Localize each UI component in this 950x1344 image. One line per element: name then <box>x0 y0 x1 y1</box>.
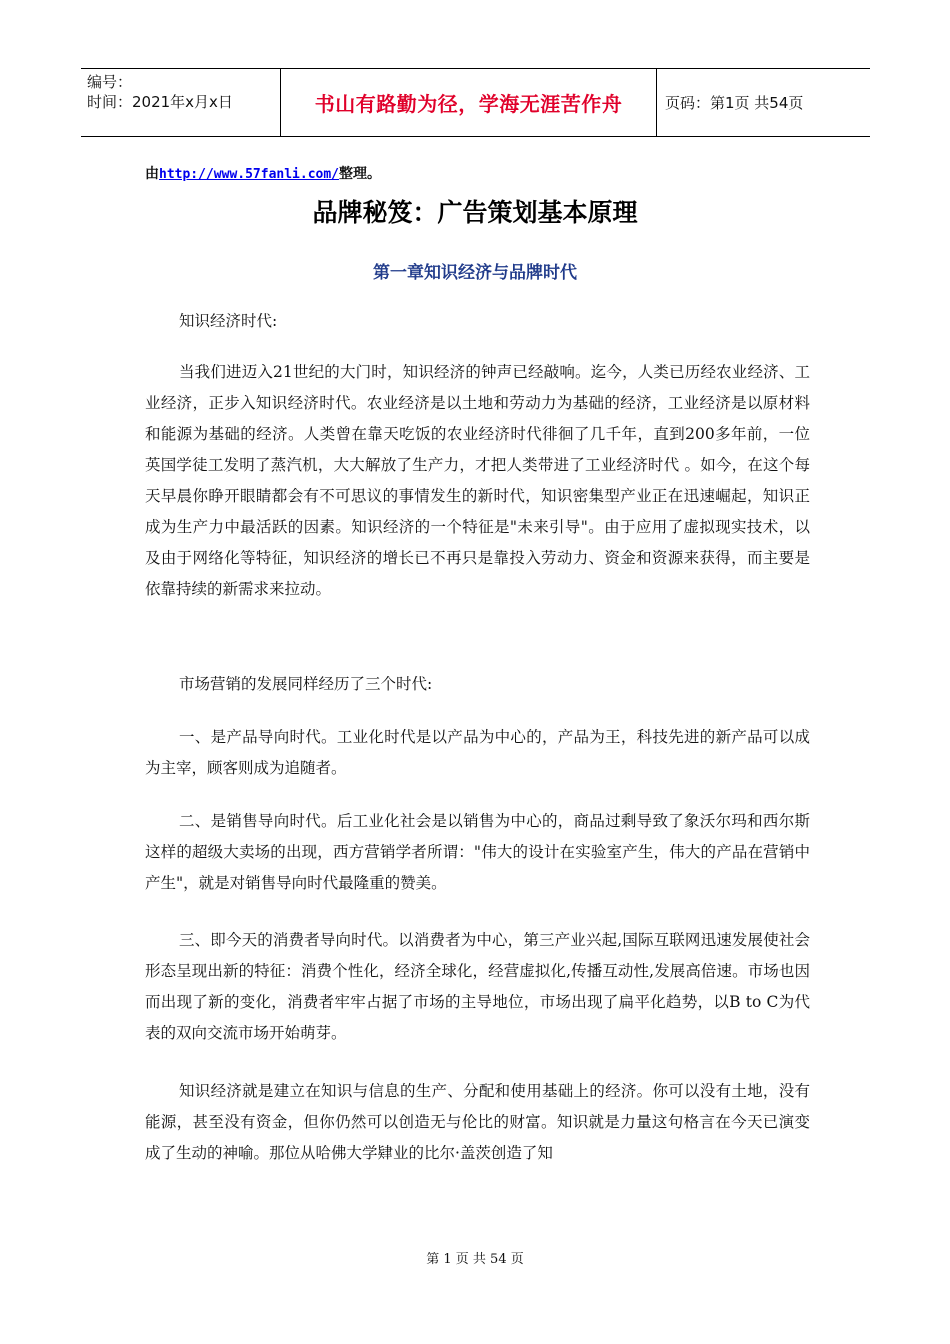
document-number-label: 编号： <box>87 73 133 91</box>
paragraph: 市场营销的发展同样经历了三个时代: <box>179 675 433 693</box>
source-suffix: 整理。 <box>339 166 382 182</box>
page-footer: 第 1 页 共 54 页 <box>426 1252 524 1267</box>
paragraph: 当我们进迈入21世纪的大门时，知识经济的钟声已经敲响。迄今，人类已历经农业经济、工业经济，正步入知识经济时代。农业经济是以土地和劳动力为基础的经济，工业经济是以原材料和能源为基础的经济。人类曾在靠天吃饭的农业经济时代徘徊了几千年，直到200多年前，一位英国学徒工发明了蒸汽机，大大解放了生产力，才把人类带进了工业经济时代 。如今，在这个每天早晨你睁开眼睛都会有不可思议的事情发生的新时代，知识密集型产业正在迅速崛起，知识正成为生产力中最活跃的因素。知识经济的一个特征是"未来引导"。由于应用了虚拟现实技术，以及由于网络化等特征，知识经济的增长已不再只是靠投入劳动力、资金和资源来获得，而主要是依靠持续的新需求来拉动。 <box>145 363 810 598</box>
header-page-info: 页码：第1页 共54页 <box>665 94 804 112</box>
header-table <box>81 68 870 137</box>
paragraph: 知识经济时代: <box>179 312 278 330</box>
paragraph: 知识经济就是建立在知识与信息的生产、分配和使用基础上的经济。你可以没有土地，没有能源，甚至没有资金，但你仍然可以创造无与伦比的财富。知识就是力量这句格言在今天已演变成了生动的神喻。那位从哈佛大学肄业的比尔·盖茨创造了知 <box>145 1082 810 1162</box>
source-prefix: 由 <box>145 166 159 182</box>
source-line <box>145 163 381 183</box>
paragraph: 一、是产品导向时代。工业化时代是以产品为中心的，产品为王，科技先进的新产品可以成为主宰，顾客则成为追随者。 <box>145 728 810 777</box>
header-motto: 书山有路勤为径，学海无涯苦作舟 <box>281 69 657 136</box>
header-meta <box>81 69 281 136</box>
document-title: 品牌秘笈：广告策划基本原理 <box>312 198 638 227</box>
document-time-label: 时间：2021年x月x日 <box>87 93 233 111</box>
paragraph: 三、即今天的消费者导向时代。以消费者为中心，第三产业兴起,国际互联网迅速发展使社会形态呈现出新的特征：消费个性化，经济全球化，经营虚拟化,传播互动性,发展高倍速。市场也因而出现了新的变化，消费者牢牢占据了市场的主导地位，市场出现了扁平化趋势，以B to C为代表的双向交流市场开始萌芽。 <box>145 931 810 1042</box>
source-link[interactable]: http://www.57fanli.com/ <box>159 167 340 182</box>
paragraph: 二、是销售导向时代。后工业化社会是以销售为中心的，商品过剩导致了象沃尔玛和西尔斯这样的超级大卖场的出现，西方营销学者所谓："伟大的设计在实验室产生，伟大的产品在营销中产生"，就是对销售导向时代最隆重的赞美。 <box>145 812 810 892</box>
chapter-title: 第一章知识经济与品牌时代 <box>373 263 577 283</box>
